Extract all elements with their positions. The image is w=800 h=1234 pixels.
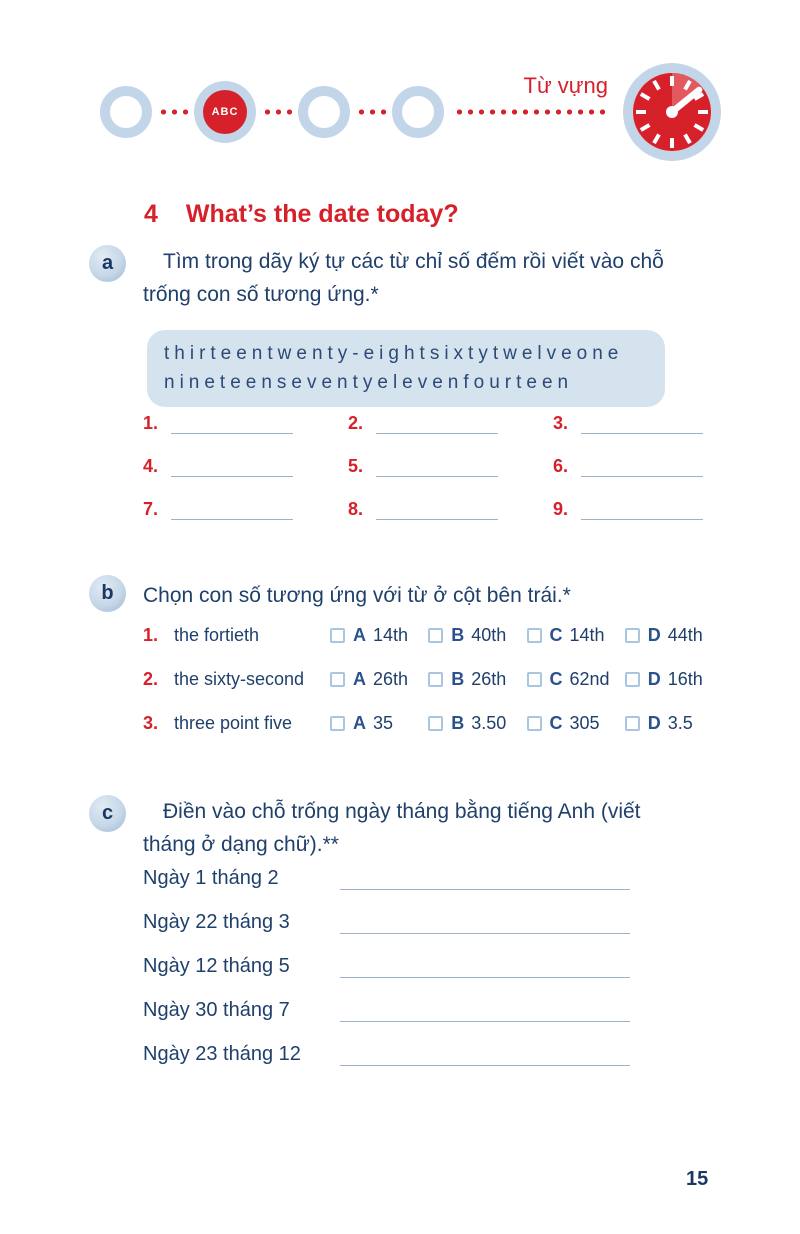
question-number: 3. xyxy=(143,712,159,733)
blank-line[interactable] xyxy=(171,455,293,477)
option-value: 62nd xyxy=(569,668,610,689)
date-label: Ngày 1 tháng 2 xyxy=(143,867,279,889)
blank-line[interactable] xyxy=(376,498,498,520)
date-label: Ngày 12 tháng 5 xyxy=(143,955,290,977)
mcq-row xyxy=(143,708,723,738)
section-b-instruction: Chọn con số tương ứng với từ ở cột bên trái.* xyxy=(143,584,571,607)
option-letter: D xyxy=(647,712,661,733)
answer-blank xyxy=(553,491,727,520)
blank-number: 1. xyxy=(143,413,159,433)
date-label: Ngày 30 tháng 7 xyxy=(143,999,290,1021)
blank-line[interactable] xyxy=(171,412,293,434)
mcq-option xyxy=(527,625,625,646)
option-letter: C xyxy=(549,668,563,689)
option-value: 305 xyxy=(569,712,600,733)
option-letter: C xyxy=(549,624,563,645)
section-b-badge: b xyxy=(89,575,126,612)
option-letter: D xyxy=(647,624,661,645)
option-checkbox[interactable] xyxy=(625,628,640,643)
letter-strip xyxy=(147,330,665,407)
section-c-instruction: Điền vào chỗ trống ngày tháng bằng tiếng Anh (viết tháng ở dạng chữ).** xyxy=(143,800,641,856)
date-row xyxy=(143,906,630,934)
stopwatch-icon xyxy=(622,62,722,162)
answer-blank-grid xyxy=(143,405,727,520)
option-value: 3.50 xyxy=(471,712,507,733)
option-checkbox[interactable] xyxy=(625,672,640,687)
section-a-instruction: Tìm trong dãy ký tự các từ chỉ số đếm rồi viết vào chỗ trống con số tương ứng.* xyxy=(143,250,664,306)
option-letter: B xyxy=(451,668,465,689)
question-label: the fortieth xyxy=(174,624,260,645)
mcq-rows xyxy=(143,620,723,752)
blank-number: 3. xyxy=(553,413,569,433)
lesson-title-row xyxy=(144,200,459,229)
abc-vocabulary-icon xyxy=(194,81,256,143)
option-checkbox[interactable] xyxy=(428,672,443,687)
question-label: three point five xyxy=(174,712,293,733)
mcq-option xyxy=(527,669,625,690)
option-value: 26th xyxy=(471,668,507,689)
letter-strip-line2: nineteenseventyelevenfourteen xyxy=(164,372,574,394)
blank-number: 4. xyxy=(143,456,159,476)
mcq-option xyxy=(527,713,625,734)
answer-blank xyxy=(553,405,727,434)
option-value: 44th xyxy=(667,624,703,645)
mcq-option xyxy=(428,625,526,646)
blank-line[interactable] xyxy=(171,498,293,520)
option-checkbox[interactable] xyxy=(428,628,443,643)
mcq-option xyxy=(625,713,723,734)
date-rows xyxy=(143,862,630,1082)
header-strip xyxy=(100,62,722,162)
option-value: 14th xyxy=(373,624,409,645)
vocab-label: Từ vựng xyxy=(523,73,608,98)
option-letter: A xyxy=(353,668,366,689)
option-letter: D xyxy=(647,668,661,689)
blank-number: 9. xyxy=(553,499,569,519)
option-value: 14th xyxy=(569,624,605,645)
blank-line[interactable] xyxy=(581,412,703,434)
lesson-number: 4 xyxy=(144,200,158,228)
option-checkbox[interactable] xyxy=(527,716,542,731)
option-checkbox[interactable] xyxy=(330,628,345,643)
blank-number: 7. xyxy=(143,499,159,519)
date-row xyxy=(143,994,630,1022)
date-row xyxy=(143,950,630,978)
date-label: Ngày 23 tháng 12 xyxy=(143,1043,301,1065)
question-number: 1. xyxy=(143,624,159,645)
answer-blank xyxy=(143,405,348,434)
progress-ring-icon xyxy=(392,86,444,138)
section-a-badge: a xyxy=(89,245,126,282)
date-blank-line[interactable] xyxy=(340,910,630,934)
section-c-badge: c xyxy=(89,795,126,832)
dots-separator xyxy=(262,109,292,115)
option-checkbox[interactable] xyxy=(527,672,542,687)
mcq-option xyxy=(428,713,526,734)
progress-ring-icon xyxy=(100,86,152,138)
option-checkbox[interactable] xyxy=(625,716,640,731)
answer-blank xyxy=(348,491,553,520)
option-letter: A xyxy=(353,624,366,645)
date-blank-line[interactable] xyxy=(340,954,630,978)
option-value: 16th xyxy=(667,668,703,689)
mcq-option xyxy=(625,669,723,690)
option-value: 40th xyxy=(471,624,507,645)
answer-blank xyxy=(553,448,727,477)
mcq-row xyxy=(143,664,723,694)
mcq-option xyxy=(330,713,428,734)
option-checkbox[interactable] xyxy=(527,628,542,643)
blank-number: 2. xyxy=(348,413,364,433)
answer-blank xyxy=(348,405,553,434)
lesson-title: What’s the date today? xyxy=(185,200,459,228)
blank-line[interactable] xyxy=(581,455,703,477)
option-letter: B xyxy=(451,624,465,645)
option-checkbox[interactable] xyxy=(330,672,345,687)
option-letter: C xyxy=(549,712,563,733)
dotted-line-wrap xyxy=(454,73,608,115)
option-checkbox[interactable] xyxy=(428,716,443,731)
option-letter: A xyxy=(353,712,366,733)
blank-line[interactable] xyxy=(376,412,498,434)
mcq-row xyxy=(143,620,723,650)
blank-number: 5. xyxy=(348,456,364,476)
dots-separator xyxy=(158,109,188,115)
mcq-option xyxy=(625,625,723,646)
answer-blank xyxy=(348,448,553,477)
option-letter: B xyxy=(451,712,465,733)
date-label: Ngày 22 tháng 3 xyxy=(143,911,290,933)
option-value: 35 xyxy=(373,712,394,733)
date-blank-line[interactable] xyxy=(340,866,630,890)
letter-strip-line1: thirteentwenty-eightsixtytwelveone xyxy=(164,343,624,364)
date-blank-line[interactable] xyxy=(340,1042,630,1066)
answer-blank xyxy=(143,491,348,520)
dots-separator xyxy=(356,109,386,115)
option-value: 3.5 xyxy=(667,712,693,733)
abc-badge-label: ABC xyxy=(203,90,247,134)
blank-number: 6. xyxy=(553,456,569,476)
mcq-option xyxy=(330,669,428,690)
question-label: the sixty-second xyxy=(174,668,305,689)
mcq-option xyxy=(428,669,526,690)
blank-line[interactable] xyxy=(376,455,498,477)
date-row xyxy=(143,1038,630,1066)
date-row xyxy=(143,862,630,890)
progress-ring-icon xyxy=(298,86,350,138)
option-checkbox[interactable] xyxy=(330,716,345,731)
answer-blank xyxy=(143,448,348,477)
mcq-option xyxy=(330,625,428,646)
blank-number: 8. xyxy=(348,499,364,519)
page-number: 15 xyxy=(686,1168,709,1190)
date-blank-line[interactable] xyxy=(340,998,630,1022)
question-number: 2. xyxy=(143,668,159,689)
option-value: 26th xyxy=(373,668,409,689)
blank-line[interactable] xyxy=(581,498,703,520)
dotted-line xyxy=(454,109,608,115)
